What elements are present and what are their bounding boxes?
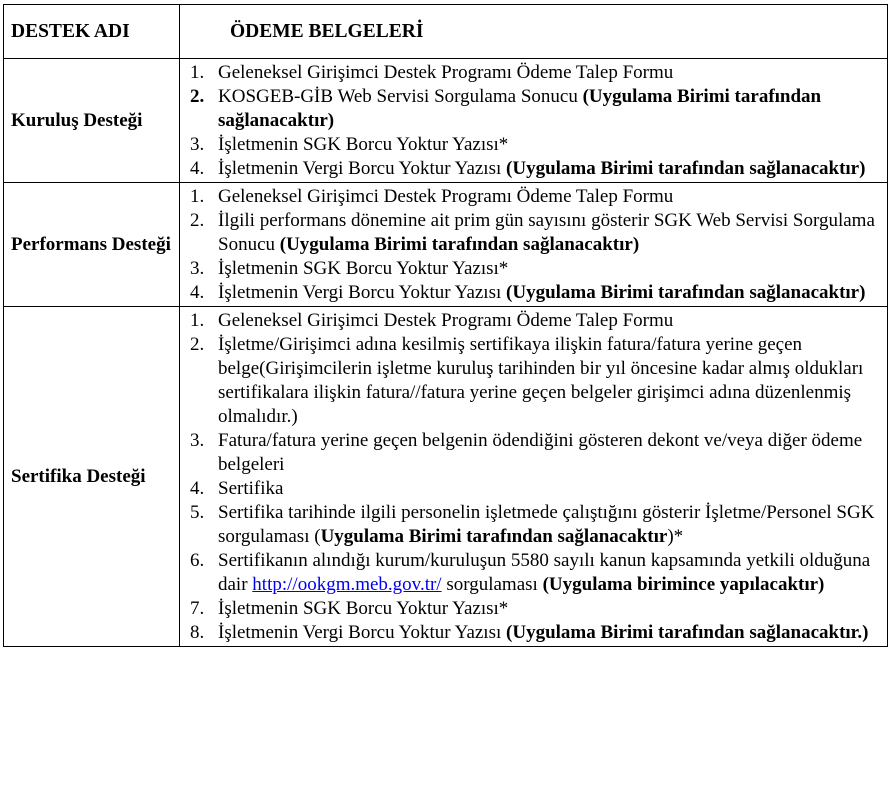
documents-list	[190, 61, 883, 181]
item-text: Sertifikanın alındığı kurum/kuruluşun 5580 sayılı kanun kapsamında yetkili olduğuna dair	[218, 550, 871, 595]
item-number: 4.	[190, 478, 205, 499]
bold-note: (Uygulama Birimi tarafından sağlanacaktır)	[506, 282, 866, 303]
bold-note: (Uygulama birimince yapılacaktır)	[542, 574, 825, 595]
list-item	[190, 133, 883, 157]
header-payment-documents: ÖDEME BELGELERİ	[180, 5, 888, 59]
list-item	[190, 209, 883, 257]
item-text: )*	[667, 526, 684, 547]
item-number: 2.	[190, 334, 205, 355]
table-row	[4, 183, 888, 307]
table-row	[4, 307, 888, 647]
documents-list	[190, 185, 883, 305]
item-text: sorgulaması	[441, 574, 543, 595]
item-number: 3.	[190, 134, 205, 155]
item-text: Sertifika	[218, 478, 284, 499]
item-text: İlgili performans dönemine ait prim gün sayısını gösterir SGK Web Servisi Sorgulama Sonucu	[218, 210, 875, 255]
bold-note: (Uygulama Birimi tarafından sağlanacaktır)	[218, 86, 822, 131]
item-number: 2.	[190, 210, 205, 231]
list-item	[190, 549, 883, 597]
item-text: Sertifika tarihinde ilgili personelin işletmede çalıştığını gösterir İşletme/Personel SGK sorgulaması (	[218, 502, 875, 547]
item-number: 2.	[190, 86, 205, 107]
table-row	[4, 59, 888, 183]
payment-documents-table	[3, 4, 888, 647]
list-item	[190, 157, 883, 181]
item-number: 3.	[190, 430, 205, 451]
header-support-name: DESTEK ADI	[4, 5, 180, 59]
bold-note: (Uygulama Birimi tarafından sağlanacaktır)	[279, 234, 640, 255]
bold-note: Uygulama Birimi tarafından sağlanacaktır	[320, 526, 668, 547]
item-number: 1.	[190, 62, 205, 83]
item-number: 3.	[190, 258, 205, 279]
item-text: İşletmenin SGK Borcu Yoktur Yazısı*	[218, 258, 509, 279]
list-item	[190, 597, 883, 621]
item-text: İşletmenin Vergi Borcu Yoktur Yazısı	[218, 622, 507, 643]
table-header-row	[4, 5, 888, 59]
item-number: 4.	[190, 158, 205, 179]
item-text: İşletmenin Vergi Borcu Yoktur Yazısı	[218, 158, 507, 179]
item-text: İşletmenin Vergi Borcu Yoktur Yazısı	[218, 282, 507, 303]
item-number: 1.	[190, 186, 205, 207]
item-number: 5.	[190, 502, 205, 523]
documents-cell	[180, 59, 888, 183]
documents-cell	[180, 183, 888, 307]
list-item	[190, 621, 883, 645]
list-item	[190, 333, 883, 429]
item-number: 8.	[190, 622, 205, 643]
item-text: İşletme/Girişimci adına kesilmiş sertifikaya ilişkin fatura/fatura yerine geçen belge(Girişimcilerin işletme kuruluş tarihinden bir yıl öncesine kadar almış oldukları sertifikalara ilişkin fatura//fatura yerine geçen belgeler girişimci adına düzenlenmiş olmalıdır.)	[218, 334, 864, 427]
item-text: Fatura/fatura yerine geçen belgenin ödendiğini gösteren dekont ve/veya diğer ödeme belgeleri	[218, 430, 863, 475]
list-item	[190, 61, 883, 85]
item-text: Geleneksel Girişimci Destek Programı Ödeme Talep Formu	[218, 186, 674, 207]
table-body	[4, 59, 888, 647]
support-name-cell: Performans Desteği	[4, 183, 180, 307]
item-number: 7.	[190, 598, 205, 619]
list-item	[190, 309, 883, 333]
support-name-cell: Kuruluş Desteği	[4, 59, 180, 183]
item-text: Geleneksel Girişimci Destek Programı Ödeme Talep Formu	[218, 310, 674, 331]
bold-note: (Uygulama Birimi tarafından sağlanacaktır.)	[506, 622, 869, 643]
item-text: Geleneksel Girişimci Destek Programı Ödeme Talep Formu	[218, 62, 674, 83]
list-item	[190, 477, 883, 501]
list-item	[190, 501, 883, 549]
list-item	[190, 429, 883, 477]
support-name-cell: Sertifika Desteği	[4, 307, 180, 647]
item-text: İşletmenin SGK Borcu Yoktur Yazısı*	[218, 134, 509, 155]
documents-list	[190, 309, 883, 645]
list-item	[190, 85, 883, 133]
ookgm-link[interactable]: http://ookgm.meb.gov.tr/	[252, 574, 442, 595]
item-number: 4.	[190, 282, 205, 303]
item-text: İşletmenin SGK Borcu Yoktur Yazısı*	[218, 598, 509, 619]
list-item	[190, 281, 883, 305]
list-item	[190, 185, 883, 209]
item-text: KOSGEB-GİB Web Servisi Sorgulama Sonucu	[218, 86, 583, 107]
item-number: 6.	[190, 550, 205, 571]
list-item	[190, 257, 883, 281]
documents-cell	[180, 307, 888, 647]
bold-note: (Uygulama Birimi tarafından sağlanacaktır)	[506, 158, 866, 179]
item-number: 1.	[190, 310, 205, 331]
